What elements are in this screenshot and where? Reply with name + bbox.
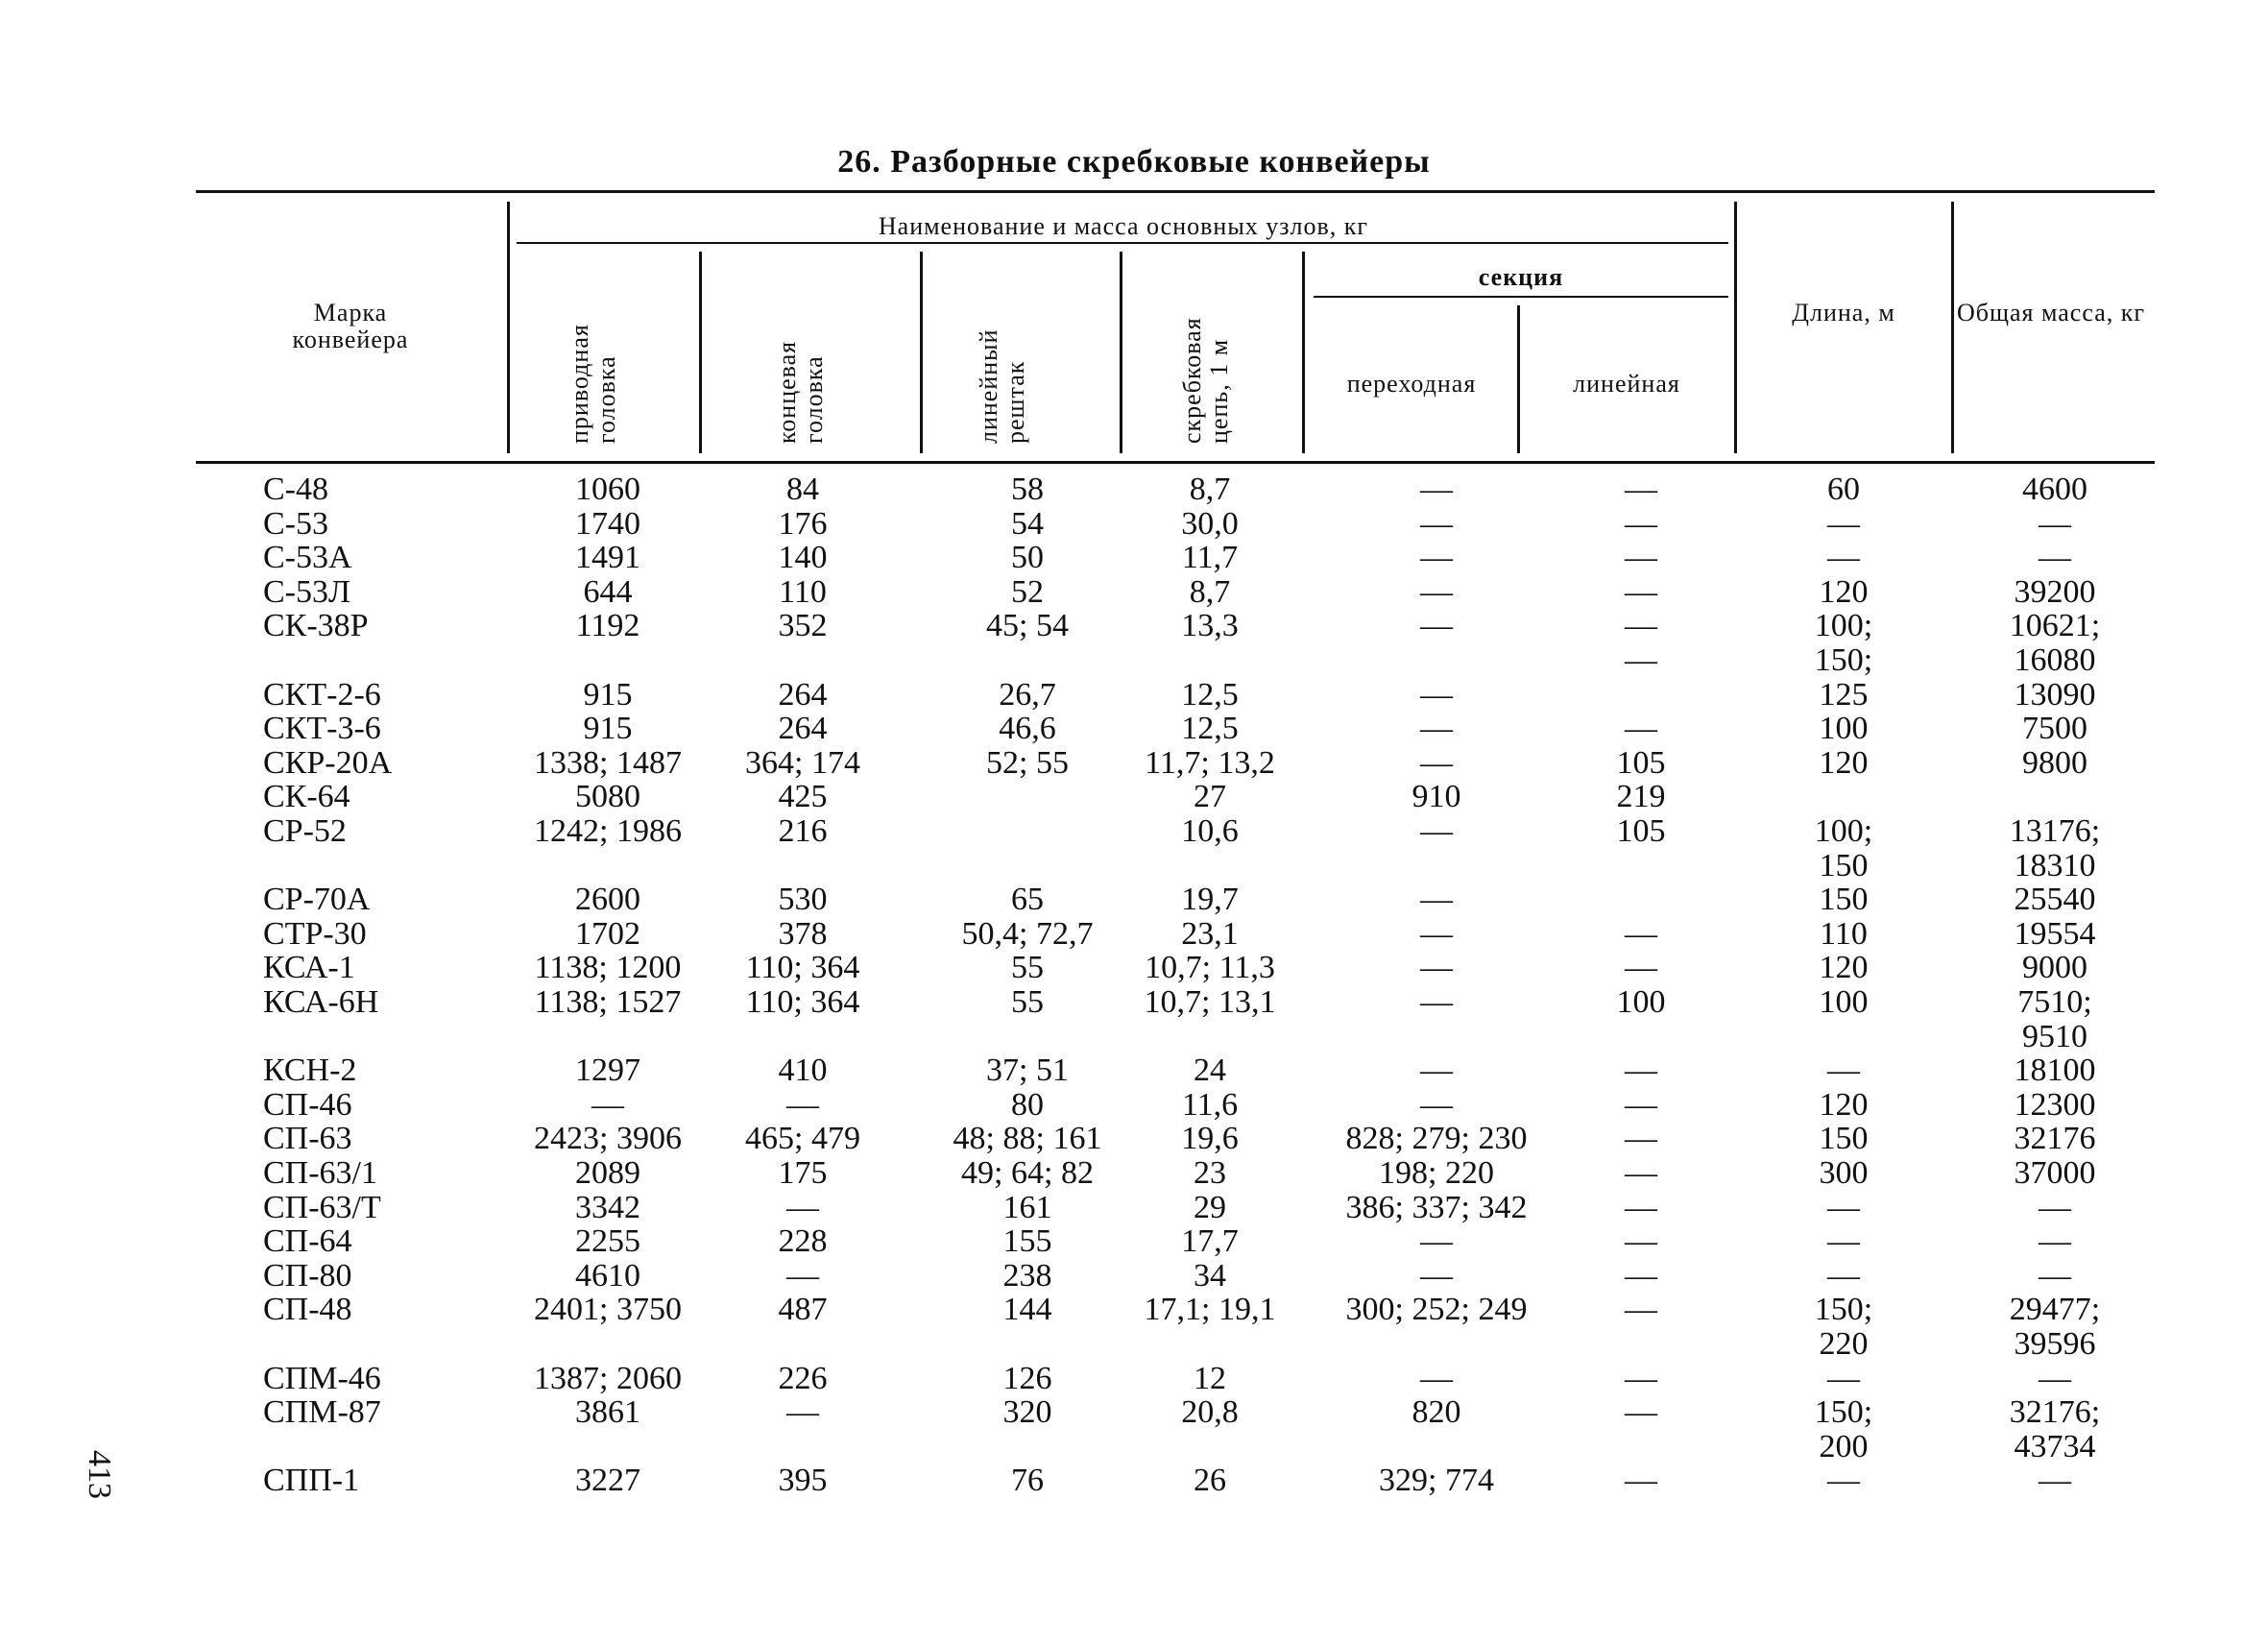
header-total-mass: Общая масса, кг bbox=[1956, 299, 2146, 327]
cell-chain: 23 bbox=[1194, 1155, 1226, 1191]
cell-transitional: — bbox=[1420, 882, 1453, 918]
cell-length: 200 bbox=[1819, 1428, 1869, 1464]
cell-chain: 10,7; 13,1 bbox=[1144, 984, 1276, 1020]
col-divider bbox=[1951, 202, 1954, 453]
cell-transitional: 820 bbox=[1411, 1394, 1461, 1431]
cell-length: — bbox=[1827, 1360, 1860, 1396]
cell-total-mass: 9000 bbox=[2022, 950, 2087, 986]
header-bottom-rule bbox=[196, 461, 2155, 464]
cell-transitional: — bbox=[1420, 608, 1453, 644]
cell-brand: КСН-2 bbox=[263, 1052, 357, 1089]
cell-linear: — bbox=[1625, 950, 1657, 986]
cell-brand: СП-63/Т bbox=[263, 1189, 381, 1225]
cell-linear: — bbox=[1625, 1223, 1657, 1260]
cell-end-head: — bbox=[786, 1189, 819, 1225]
cell-end-head: 487 bbox=[778, 1292, 828, 1328]
cell-brand: СПП-1 bbox=[263, 1463, 360, 1499]
cell-total-mass: 18310 bbox=[2014, 847, 2096, 883]
cell-length: 110 bbox=[1820, 915, 1868, 952]
cell-drive-head: 1491 bbox=[575, 540, 640, 576]
cell-linear: — bbox=[1625, 1121, 1657, 1157]
cell-end-head: 216 bbox=[778, 813, 828, 849]
cell-total-mass: — bbox=[2039, 1257, 2071, 1294]
cell-end-head: — bbox=[786, 1257, 819, 1294]
cell-linear: — bbox=[1625, 505, 1657, 542]
cell-linear: — bbox=[1625, 472, 1657, 507]
cell-end-head: 226 bbox=[778, 1360, 828, 1396]
cell-length: 150 bbox=[1819, 847, 1869, 883]
cell-drive-head: 1192 bbox=[575, 608, 640, 644]
cell-total-mass: 43734 bbox=[2014, 1428, 2096, 1464]
header-section: секция bbox=[1478, 263, 1564, 291]
cell-linear: 219 bbox=[1616, 779, 1666, 815]
header-drive-head: приводная головка bbox=[566, 324, 620, 444]
cell-total-mass: 32176 bbox=[2014, 1121, 2096, 1157]
cell-linear-pan: 48; 88; 161 bbox=[953, 1121, 1102, 1157]
cell-length: 120 bbox=[1819, 573, 1869, 610]
cell-linear: — bbox=[1625, 1052, 1657, 1089]
header-brand: Марка конвейера bbox=[292, 299, 409, 353]
cell-linear-pan: 55 bbox=[1011, 984, 1044, 1020]
cell-end-head: 110; 364 bbox=[745, 984, 860, 1020]
cell-brand: СТР-30 bbox=[263, 915, 367, 952]
cell-total-mass: 10621; bbox=[2009, 608, 2101, 644]
cell-transitional: — bbox=[1420, 472, 1453, 507]
cell-drive-head: 1242; 1986 bbox=[534, 813, 682, 849]
cell-length: 125 bbox=[1819, 676, 1869, 713]
cell-length: 100; bbox=[1814, 608, 1873, 644]
cell-linear: — bbox=[1625, 540, 1657, 576]
cell-linear-pan: 144 bbox=[1002, 1292, 1052, 1328]
cell-drive-head: 644 bbox=[583, 573, 633, 610]
cell-length: — bbox=[1827, 1189, 1860, 1225]
cell-transitional: — bbox=[1420, 505, 1453, 542]
cell-total-mass: 12300 bbox=[2014, 1086, 2096, 1123]
cell-chain: 23,1 bbox=[1181, 915, 1239, 952]
cell-linear: — bbox=[1625, 1257, 1657, 1294]
cell-drive-head: 2089 bbox=[575, 1155, 640, 1191]
col-divider bbox=[507, 202, 510, 453]
cell-total-mass: 13090 bbox=[2014, 676, 2096, 713]
cell-length: 100 bbox=[1819, 711, 1869, 747]
cell-transitional: — bbox=[1420, 1360, 1453, 1396]
cell-total-mass: 18100 bbox=[2014, 1052, 2096, 1089]
cell-transitional: — bbox=[1420, 813, 1453, 849]
cell-length: 120 bbox=[1819, 744, 1869, 781]
cell-length: 120 bbox=[1819, 1086, 1869, 1123]
cell-linear: — bbox=[1625, 608, 1657, 644]
cell-length: — bbox=[1827, 1463, 1860, 1499]
cell-linear: — bbox=[1625, 1086, 1657, 1123]
cell-length: 220 bbox=[1819, 1326, 1869, 1362]
cell-transitional: — bbox=[1420, 915, 1453, 952]
cell-brand: СП-80 bbox=[263, 1257, 352, 1294]
cell-end-head: 175 bbox=[778, 1155, 828, 1191]
cell-end-head: — bbox=[786, 1394, 819, 1431]
cell-linear-pan: 58 bbox=[1011, 472, 1044, 507]
cell-length: 300 bbox=[1819, 1155, 1869, 1191]
cell-length: 150 bbox=[1819, 1121, 1869, 1157]
cell-chain: 13,3 bbox=[1181, 608, 1239, 644]
cell-linear-pan: 76 bbox=[1011, 1463, 1044, 1499]
cell-brand: С-53Л bbox=[263, 573, 351, 610]
cell-drive-head: 1297 bbox=[575, 1052, 640, 1089]
cell-drive-head: 4610 bbox=[575, 1257, 640, 1294]
cell-total-mass: — bbox=[2039, 1463, 2071, 1499]
cell-length: 150; bbox=[1814, 1292, 1873, 1328]
cell-drive-head: 915 bbox=[583, 711, 633, 747]
cell-chain: 12,5 bbox=[1181, 676, 1239, 713]
cell-linear-pan: 155 bbox=[1002, 1223, 1052, 1260]
cell-total-mass: 25540 bbox=[2014, 882, 2096, 918]
cell-total-mass: 4600 bbox=[2022, 472, 2087, 507]
col-divider bbox=[1302, 252, 1305, 453]
cell-linear: — bbox=[1625, 711, 1657, 747]
cell-transitional: — bbox=[1420, 1086, 1453, 1123]
cell-drive-head: — bbox=[591, 1086, 624, 1123]
cell-transitional: 329; 774 bbox=[1379, 1463, 1494, 1499]
cell-linear-pan: 126 bbox=[1002, 1360, 1052, 1396]
cell-transitional: 910 bbox=[1411, 779, 1461, 815]
cell-drive-head: 1138; 1527 bbox=[534, 984, 682, 1020]
header-end-head: концевая головка bbox=[773, 340, 828, 444]
cell-total-mass: — bbox=[2039, 540, 2071, 576]
cell-end-head: 228 bbox=[778, 1223, 828, 1260]
cell-total-mass: 9800 bbox=[2022, 744, 2087, 781]
col-divider bbox=[1120, 252, 1122, 453]
header-group: Наименование и масса основных узлов, кг bbox=[878, 212, 1369, 240]
col-divider bbox=[699, 252, 702, 453]
cell-end-head: 378 bbox=[778, 915, 828, 952]
cell-chain: 20,8 bbox=[1181, 1394, 1239, 1431]
cell-length: 150; bbox=[1814, 642, 1873, 678]
cell-length: 150; bbox=[1814, 1394, 1873, 1431]
cell-length: — bbox=[1827, 540, 1860, 576]
cell-end-head: 140 bbox=[778, 540, 828, 576]
cell-brand: СП-46 bbox=[263, 1086, 352, 1123]
cell-brand: СПМ-46 bbox=[263, 1360, 381, 1396]
cell-linear-pan: 320 bbox=[1002, 1394, 1052, 1431]
cell-end-head: 176 bbox=[778, 505, 828, 542]
cell-brand: СП-63 bbox=[263, 1121, 352, 1157]
cell-linear-pan: 46,6 bbox=[999, 711, 1056, 747]
cell-drive-head: 2401; 3750 bbox=[534, 1292, 682, 1328]
cell-end-head: 110 bbox=[779, 573, 827, 610]
cell-total-mass: — bbox=[2039, 1360, 2071, 1396]
cell-end-head: 264 bbox=[778, 676, 828, 713]
cell-drive-head: 1702 bbox=[575, 915, 640, 952]
cell-transitional: — bbox=[1420, 1223, 1453, 1260]
cell-linear: — bbox=[1625, 573, 1657, 610]
cell-transitional: 198; 220 bbox=[1379, 1155, 1494, 1191]
cell-chain: 30,0 bbox=[1181, 505, 1239, 542]
cell-total-mass: 39200 bbox=[2014, 573, 2096, 610]
cell-chain: 27 bbox=[1194, 779, 1226, 815]
cell-linear: — bbox=[1625, 1394, 1657, 1431]
cell-drive-head: 2255 bbox=[575, 1223, 640, 1260]
cell-brand: СК-38Р bbox=[263, 608, 369, 644]
cell-total-mass: — bbox=[2039, 1223, 2071, 1260]
header-linear-pan: линейный рештак bbox=[975, 328, 1029, 444]
cell-linear: 105 bbox=[1616, 813, 1666, 849]
cell-chain: 24 bbox=[1194, 1052, 1226, 1089]
cell-transitional: — bbox=[1420, 744, 1453, 781]
cell-brand: СП-63/1 bbox=[263, 1155, 377, 1191]
cell-transitional: — bbox=[1420, 950, 1453, 986]
cell-chain: 34 bbox=[1194, 1257, 1226, 1294]
col-divider bbox=[920, 252, 923, 453]
cell-chain: 11,7; 13,2 bbox=[1145, 744, 1275, 781]
cell-chain: 8,7 bbox=[1189, 573, 1231, 610]
cell-brand: СКТ-3-6 bbox=[263, 711, 381, 747]
cell-linear-pan: 52 bbox=[1011, 573, 1044, 610]
cell-end-head: 110; 364 bbox=[745, 950, 860, 986]
cell-end-head: 465; 479 bbox=[745, 1121, 860, 1157]
cell-chain: 10,7; 11,3 bbox=[1145, 950, 1275, 986]
cell-linear-pan: 37; 51 bbox=[986, 1052, 1069, 1089]
top-rule bbox=[196, 190, 2155, 193]
col-divider bbox=[1517, 305, 1520, 453]
cell-linear-pan: 65 bbox=[1011, 882, 1044, 918]
cell-brand: СКР-20А bbox=[263, 744, 393, 781]
cell-chain: 11,7 bbox=[1181, 540, 1239, 576]
header-linear: линейная bbox=[1573, 370, 1680, 398]
cell-linear: — bbox=[1625, 1292, 1657, 1328]
cell-linear-pan: 54 bbox=[1011, 505, 1044, 542]
cell-total-mass: 29477; bbox=[2009, 1292, 2101, 1328]
group-rule bbox=[517, 242, 1728, 244]
cell-linear-pan: 50 bbox=[1011, 540, 1044, 576]
cell-linear-pan: 45; 54 bbox=[986, 608, 1069, 644]
cell-brand: С-48 bbox=[263, 472, 328, 507]
cell-total-mass: 16080 bbox=[2014, 642, 2096, 678]
cell-linear: 105 bbox=[1616, 744, 1666, 781]
cell-drive-head: 2423; 3906 bbox=[534, 1121, 682, 1157]
cell-transitional: — bbox=[1420, 1052, 1453, 1089]
cell-chain: 19,7 bbox=[1181, 882, 1239, 918]
cell-transitional: — bbox=[1420, 573, 1453, 610]
col-divider bbox=[1734, 202, 1737, 453]
cell-chain: 17,7 bbox=[1181, 1223, 1239, 1260]
cell-total-mass: 19554 bbox=[2014, 915, 2096, 952]
cell-chain: 12 bbox=[1194, 1360, 1226, 1396]
cell-total-mass: 39596 bbox=[2014, 1326, 2096, 1362]
cell-brand: СКТ-2-6 bbox=[263, 676, 381, 713]
cell-total-mass: 32176; bbox=[2009, 1394, 2101, 1431]
cell-length: 100 bbox=[1819, 984, 1869, 1020]
cell-total-mass: 9510 bbox=[2022, 1018, 2087, 1054]
cell-linear-pan: 26,7 bbox=[999, 676, 1056, 713]
cell-length: 100; bbox=[1814, 813, 1873, 849]
cell-linear: — bbox=[1625, 915, 1657, 952]
cell-linear: — bbox=[1625, 1155, 1657, 1191]
cell-drive-head: 1060 bbox=[575, 472, 640, 507]
cell-chain: 10,6 bbox=[1181, 813, 1239, 849]
cell-drive-head: 5080 bbox=[575, 779, 640, 815]
cell-brand: СК-64 bbox=[263, 779, 350, 815]
cell-transitional: — bbox=[1420, 540, 1453, 576]
cell-linear-pan: 238 bbox=[1002, 1257, 1052, 1294]
cell-brand: С-53 bbox=[263, 505, 328, 542]
cell-chain: 8,7 bbox=[1189, 472, 1231, 507]
cell-total-mass: 37000 bbox=[2014, 1155, 2096, 1191]
cell-end-head: 425 bbox=[778, 779, 828, 815]
cell-linear-pan: 50,4; 72,7 bbox=[961, 915, 1094, 952]
cell-transitional: 386; 337; 342 bbox=[1345, 1189, 1528, 1225]
header-length: Длина, м bbox=[1792, 299, 1895, 327]
cell-length: — bbox=[1827, 1223, 1860, 1260]
cell-length: — bbox=[1827, 505, 1860, 542]
cell-linear-pan: 80 bbox=[1011, 1086, 1044, 1123]
cell-length: 150 bbox=[1819, 882, 1869, 918]
cell-length: — bbox=[1827, 1052, 1860, 1089]
cell-total-mass: 13176; bbox=[2009, 813, 2101, 849]
cell-drive-head: 1338; 1487 bbox=[534, 744, 682, 781]
cell-linear-pan: 55 bbox=[1011, 950, 1044, 986]
cell-chain: 26 bbox=[1194, 1463, 1226, 1499]
cell-brand: С-53А bbox=[263, 540, 352, 576]
header-chain: скребковая цепь, 1 м bbox=[1178, 317, 1233, 444]
cell-drive-head: 3227 bbox=[575, 1463, 640, 1499]
cell-linear-pan: 52; 55 bbox=[986, 744, 1069, 781]
cell-transitional: — bbox=[1420, 676, 1453, 713]
cell-brand: КСА-6Н bbox=[263, 984, 379, 1020]
cell-total-mass: 7510; bbox=[2017, 984, 2092, 1020]
cell-chain: 17,1; 19,1 bbox=[1144, 1292, 1276, 1328]
cell-length: 60 bbox=[1827, 472, 1860, 507]
cell-brand: КСА-1 bbox=[263, 950, 355, 986]
cell-length: — bbox=[1827, 1257, 1860, 1294]
cell-brand: СР-52 bbox=[263, 813, 347, 849]
cell-end-head: 352 bbox=[778, 608, 828, 644]
cell-chain: 19,6 bbox=[1181, 1121, 1239, 1157]
cell-linear-pan: 49; 64; 82 bbox=[961, 1155, 1094, 1191]
cell-brand: СПМ-87 bbox=[263, 1394, 381, 1431]
cell-total-mass: 7500 bbox=[2022, 711, 2087, 747]
cell-transitional: — bbox=[1420, 711, 1453, 747]
cell-end-head: 364; 174 bbox=[745, 744, 860, 781]
table-title: 26. Разборные скребковые конвейеры bbox=[837, 144, 1431, 180]
cell-linear: 100 bbox=[1616, 984, 1666, 1020]
cell-drive-head: 915 bbox=[583, 676, 633, 713]
cell-drive-head: 1740 bbox=[575, 505, 640, 542]
cell-linear: — bbox=[1625, 642, 1657, 678]
cell-end-head: 264 bbox=[778, 711, 828, 747]
cell-transitional: 300; 252; 249 bbox=[1345, 1292, 1528, 1328]
cell-end-head: 410 bbox=[778, 1052, 828, 1089]
cell-transitional: — bbox=[1420, 984, 1453, 1020]
cell-linear: — bbox=[1625, 1463, 1657, 1499]
cell-transitional: 828; 279; 230 bbox=[1345, 1121, 1528, 1157]
cell-end-head: 84 bbox=[786, 472, 819, 507]
cell-linear-pan: 161 bbox=[1002, 1189, 1052, 1225]
cell-chain: 12,5 bbox=[1181, 711, 1239, 747]
cell-length: 120 bbox=[1819, 950, 1869, 986]
cell-total-mass: — bbox=[2039, 1189, 2071, 1225]
cell-drive-head: 3861 bbox=[575, 1394, 640, 1431]
cell-end-head: — bbox=[786, 1086, 819, 1123]
cell-chain: 11,6 bbox=[1181, 1086, 1239, 1123]
cell-drive-head: 3342 bbox=[575, 1189, 640, 1225]
header-transitional: переходная bbox=[1346, 370, 1477, 398]
cell-linear: — bbox=[1625, 1189, 1657, 1225]
cell-drive-head: 2600 bbox=[575, 882, 640, 918]
cell-drive-head: 1387; 2060 bbox=[534, 1360, 682, 1396]
cell-brand: СП-64 bbox=[263, 1223, 352, 1260]
section-rule bbox=[1314, 296, 1728, 298]
cell-drive-head: 1138; 1200 bbox=[534, 950, 682, 986]
cell-brand: СР-70А bbox=[263, 882, 371, 918]
page-number: 413 bbox=[82, 1450, 117, 1499]
cell-chain: 29 bbox=[1194, 1189, 1226, 1225]
cell-total-mass: — bbox=[2039, 505, 2071, 542]
cell-transitional: — bbox=[1420, 1257, 1453, 1294]
cell-end-head: 530 bbox=[778, 882, 828, 918]
cell-brand: СП-48 bbox=[263, 1292, 352, 1328]
cell-linear: — bbox=[1625, 1360, 1657, 1396]
cell-end-head: 395 bbox=[778, 1463, 828, 1499]
